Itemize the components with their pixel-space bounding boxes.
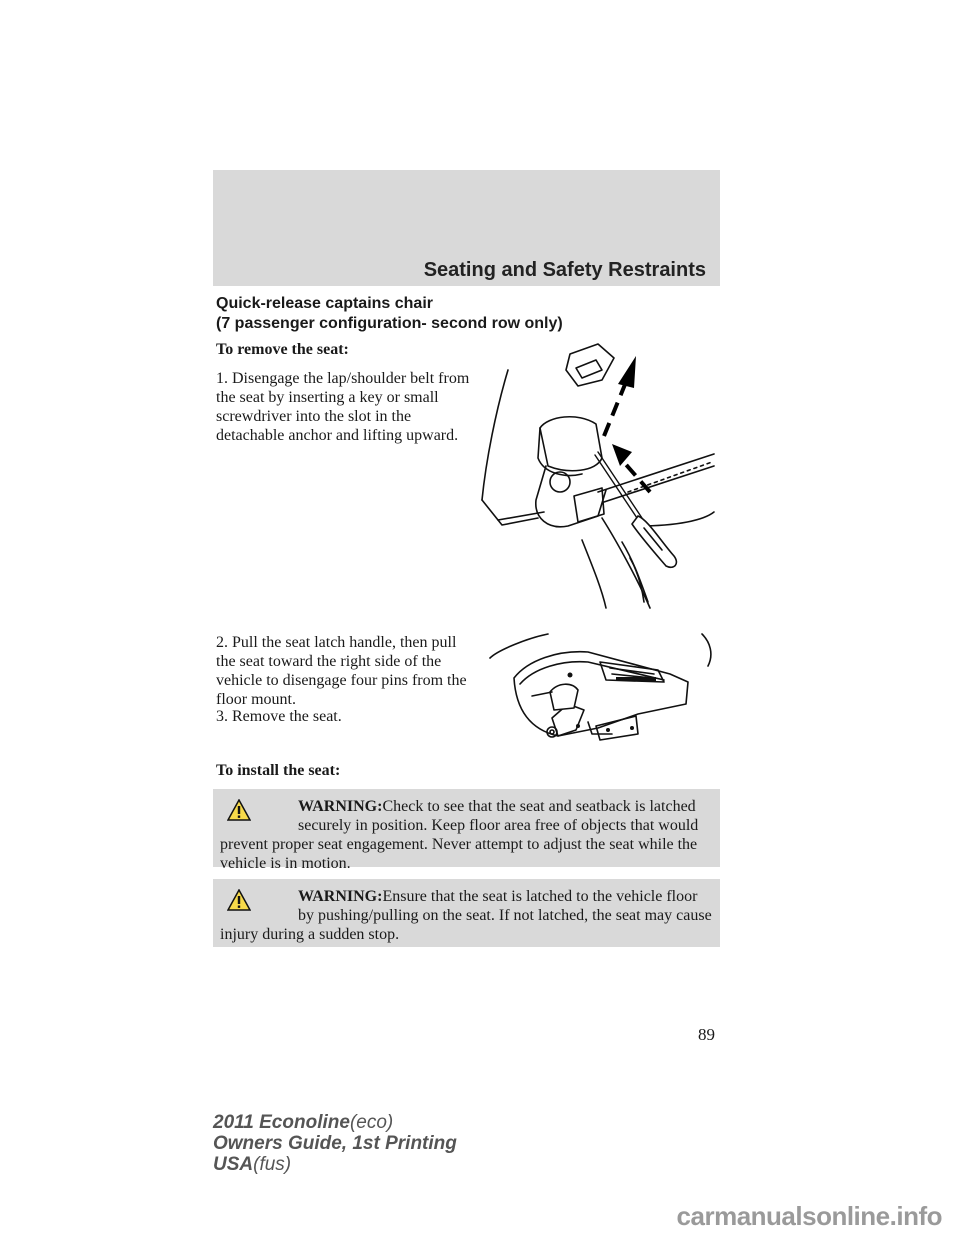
warning-label: WARNING: [298,888,383,905]
footer-market: USA [213,1154,254,1175]
warning-box-1 [213,789,720,872]
footer-model: 2011 Econoline [213,1112,350,1133]
seat-latch-handle-illustration [488,630,718,750]
section-title: Seating and Safety Restraints [423,259,706,281]
heading-line-2: (7 passenger configuration- second row only) [216,315,563,332]
footer-guide: Owners Guide, 1st Printing [213,1133,457,1154]
document-footer [213,1112,457,1175]
site-watermark: carmanualsonline.info [676,1201,942,1231]
step-3-text: 3. Remove the seat. [216,708,342,725]
belt-anchor-release-illustration [478,340,718,610]
subsection-heading [216,294,716,334]
warning-label: WARNING: [298,798,383,815]
warning-box-2 [213,879,720,947]
warning-text-first: Ensure that the seat is latched to the vehicle floor by pushing/pulling on the seat. If not latched, the seat may cause [298,888,712,924]
warning-text-first: Check to see that the seat and seatback is latched securely in position. Keep floor area free of objects that would [298,798,699,834]
section-header-band [213,170,720,286]
heading-line-1: Quick-release captains chair [216,295,433,312]
step-2-text: 2. Pull the seat latch handle, then pull the seat toward the right side of the vehicle to disengage four pins from the floor mount. [216,634,467,708]
warning-text-rest: prevent proper seat engagement. Never attempt to adjust the seat while the vehicle is in motion. [220,836,698,872]
step-1-text: 1. Disengage the lap/shoulder belt from the seat by inserting a key or small screwdriver into the slot in the detachable anchor and lifting upward. [216,370,470,444]
warning-triangle-icon [227,799,251,821]
footer-market-code: (fus) [253,1154,292,1175]
footer-model-code: (eco) [349,1112,394,1133]
install-seat-title: To install the seat: [216,762,341,779]
warning-text-rest: injury during a sudden stop. [220,926,400,943]
remove-seat-title: To remove the seat: [216,341,349,358]
page-number: 89 [698,1025,715,1044]
warning-triangle-icon [227,889,251,911]
